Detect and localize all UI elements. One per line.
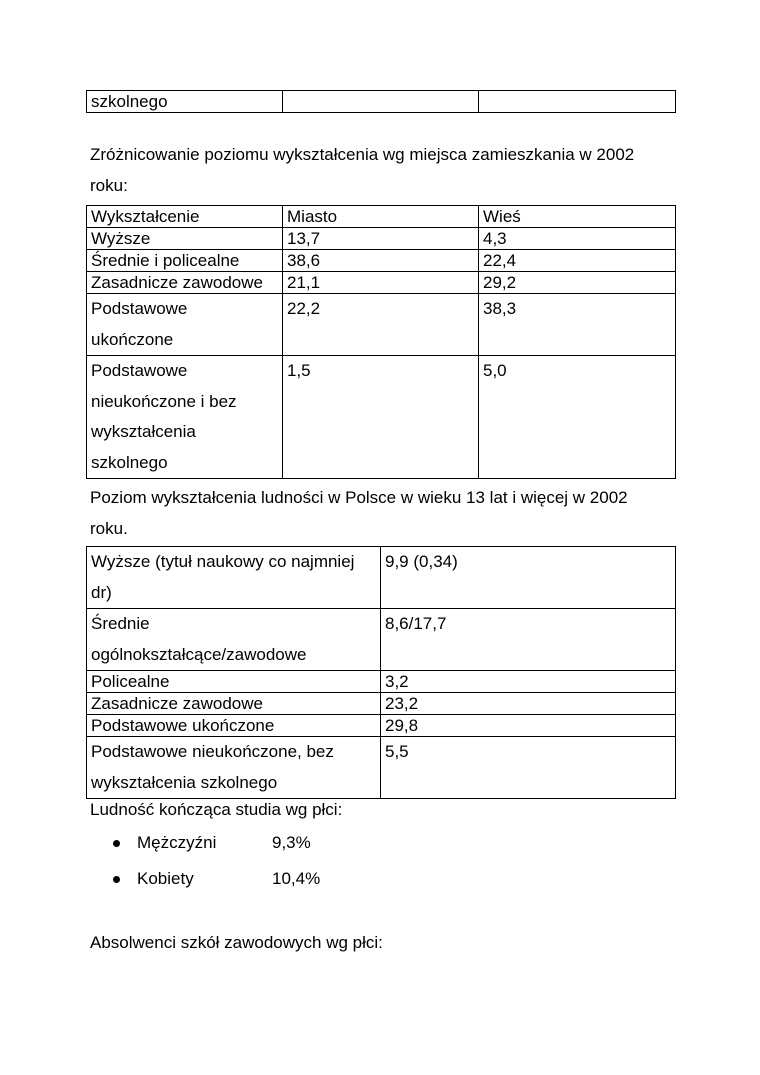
table-cell: 4,3 [479, 228, 676, 250]
table-row [87, 356, 676, 479]
heading-line: Poziom wykształcenia ludności w Polsce w wieku 13 lat i więcej w 2002 [90, 488, 628, 507]
table-cell: Podstawowe ukończone [87, 715, 381, 737]
table-cell [283, 91, 479, 113]
table-row [87, 250, 676, 272]
table-cell [87, 294, 283, 356]
table-cell: szkolnego [87, 91, 283, 113]
table-row [87, 671, 676, 693]
table-cell: 23,2 [381, 693, 676, 715]
section-heading-national [90, 482, 674, 544]
bullet-icon [113, 840, 120, 847]
table-cell: 9,9 (0,34) [381, 547, 676, 609]
list-item-label: Mężczyźni [137, 833, 217, 852]
table-cell: 5,5 [381, 737, 676, 799]
table-cell: 38,6 [283, 250, 479, 272]
table-cell: Wyższe (tytuł naukowy co najmniej dr) [87, 547, 381, 609]
table-cell: 22,2 [283, 294, 479, 356]
table-cell [479, 91, 676, 113]
table-cell: 3,2 [381, 671, 676, 693]
table-cell: Zasadnicze zawodowe [87, 693, 381, 715]
education-by-residence-table [86, 205, 676, 479]
table-cell: Policealne [87, 671, 381, 693]
table-header-row [87, 206, 676, 228]
list-item-value: 9,3% [272, 833, 311, 852]
table-cell: 29,8 [381, 715, 676, 737]
table-row [87, 272, 676, 294]
heading-line: Zróżnicowanie poziomu wykształcenia wg miejsca zamieszkania w 2002 [90, 145, 635, 164]
table-row [87, 294, 676, 356]
column-header: Miasto [283, 206, 479, 228]
cell-text: Średnie ogólnokształcące/zawodowe [91, 614, 307, 664]
table-cell: Średnie i policealne [87, 250, 283, 272]
cell-text: Podstawowe ukończone [91, 299, 188, 349]
column-header: Wieś [479, 206, 676, 228]
heading-line: roku. [90, 519, 128, 538]
table-row [87, 737, 676, 799]
cell-text: Podstawowe nieukończone i bez wykształcenia szkolnego [91, 361, 237, 472]
vocational-graduates-heading: Absolwenci szkół zawodowych wg płci: [90, 933, 383, 952]
list-item-value: 10,4% [272, 869, 321, 888]
table-row [87, 609, 676, 671]
table-cell: 5,0 [479, 356, 676, 479]
table-cell: Wyższe [87, 228, 283, 250]
table-cell [87, 356, 283, 479]
table-row [87, 693, 676, 715]
bullet-icon [113, 876, 120, 883]
table-cell: 29,2 [479, 272, 676, 294]
section-heading-residence [90, 139, 674, 201]
table-row [87, 547, 676, 609]
table-cell: 22,4 [479, 250, 676, 272]
table-cell: 13,7 [283, 228, 479, 250]
column-header: Wykształcenie [87, 206, 283, 228]
table-cell: Podstawowe nieukończone, bez wykształcenia szkolnego [87, 737, 381, 799]
table-cell: 38,3 [479, 294, 676, 356]
table-cell: 1,5 [283, 356, 479, 479]
table-continuation [86, 90, 676, 113]
graduates-by-sex-heading: Ludność kończąca studia wg płci: [90, 800, 343, 819]
heading-line: roku: [90, 176, 128, 195]
table-cell: 21,1 [283, 272, 479, 294]
table-cell: 8,6/17,7 [381, 609, 676, 671]
table-row [87, 715, 676, 737]
table-cell [87, 609, 381, 671]
table-row [87, 91, 676, 113]
table-cell: Zasadnicze zawodowe [87, 272, 283, 294]
list-item-label: Kobiety [137, 869, 194, 888]
table-row [87, 228, 676, 250]
education-level-table [86, 546, 676, 799]
